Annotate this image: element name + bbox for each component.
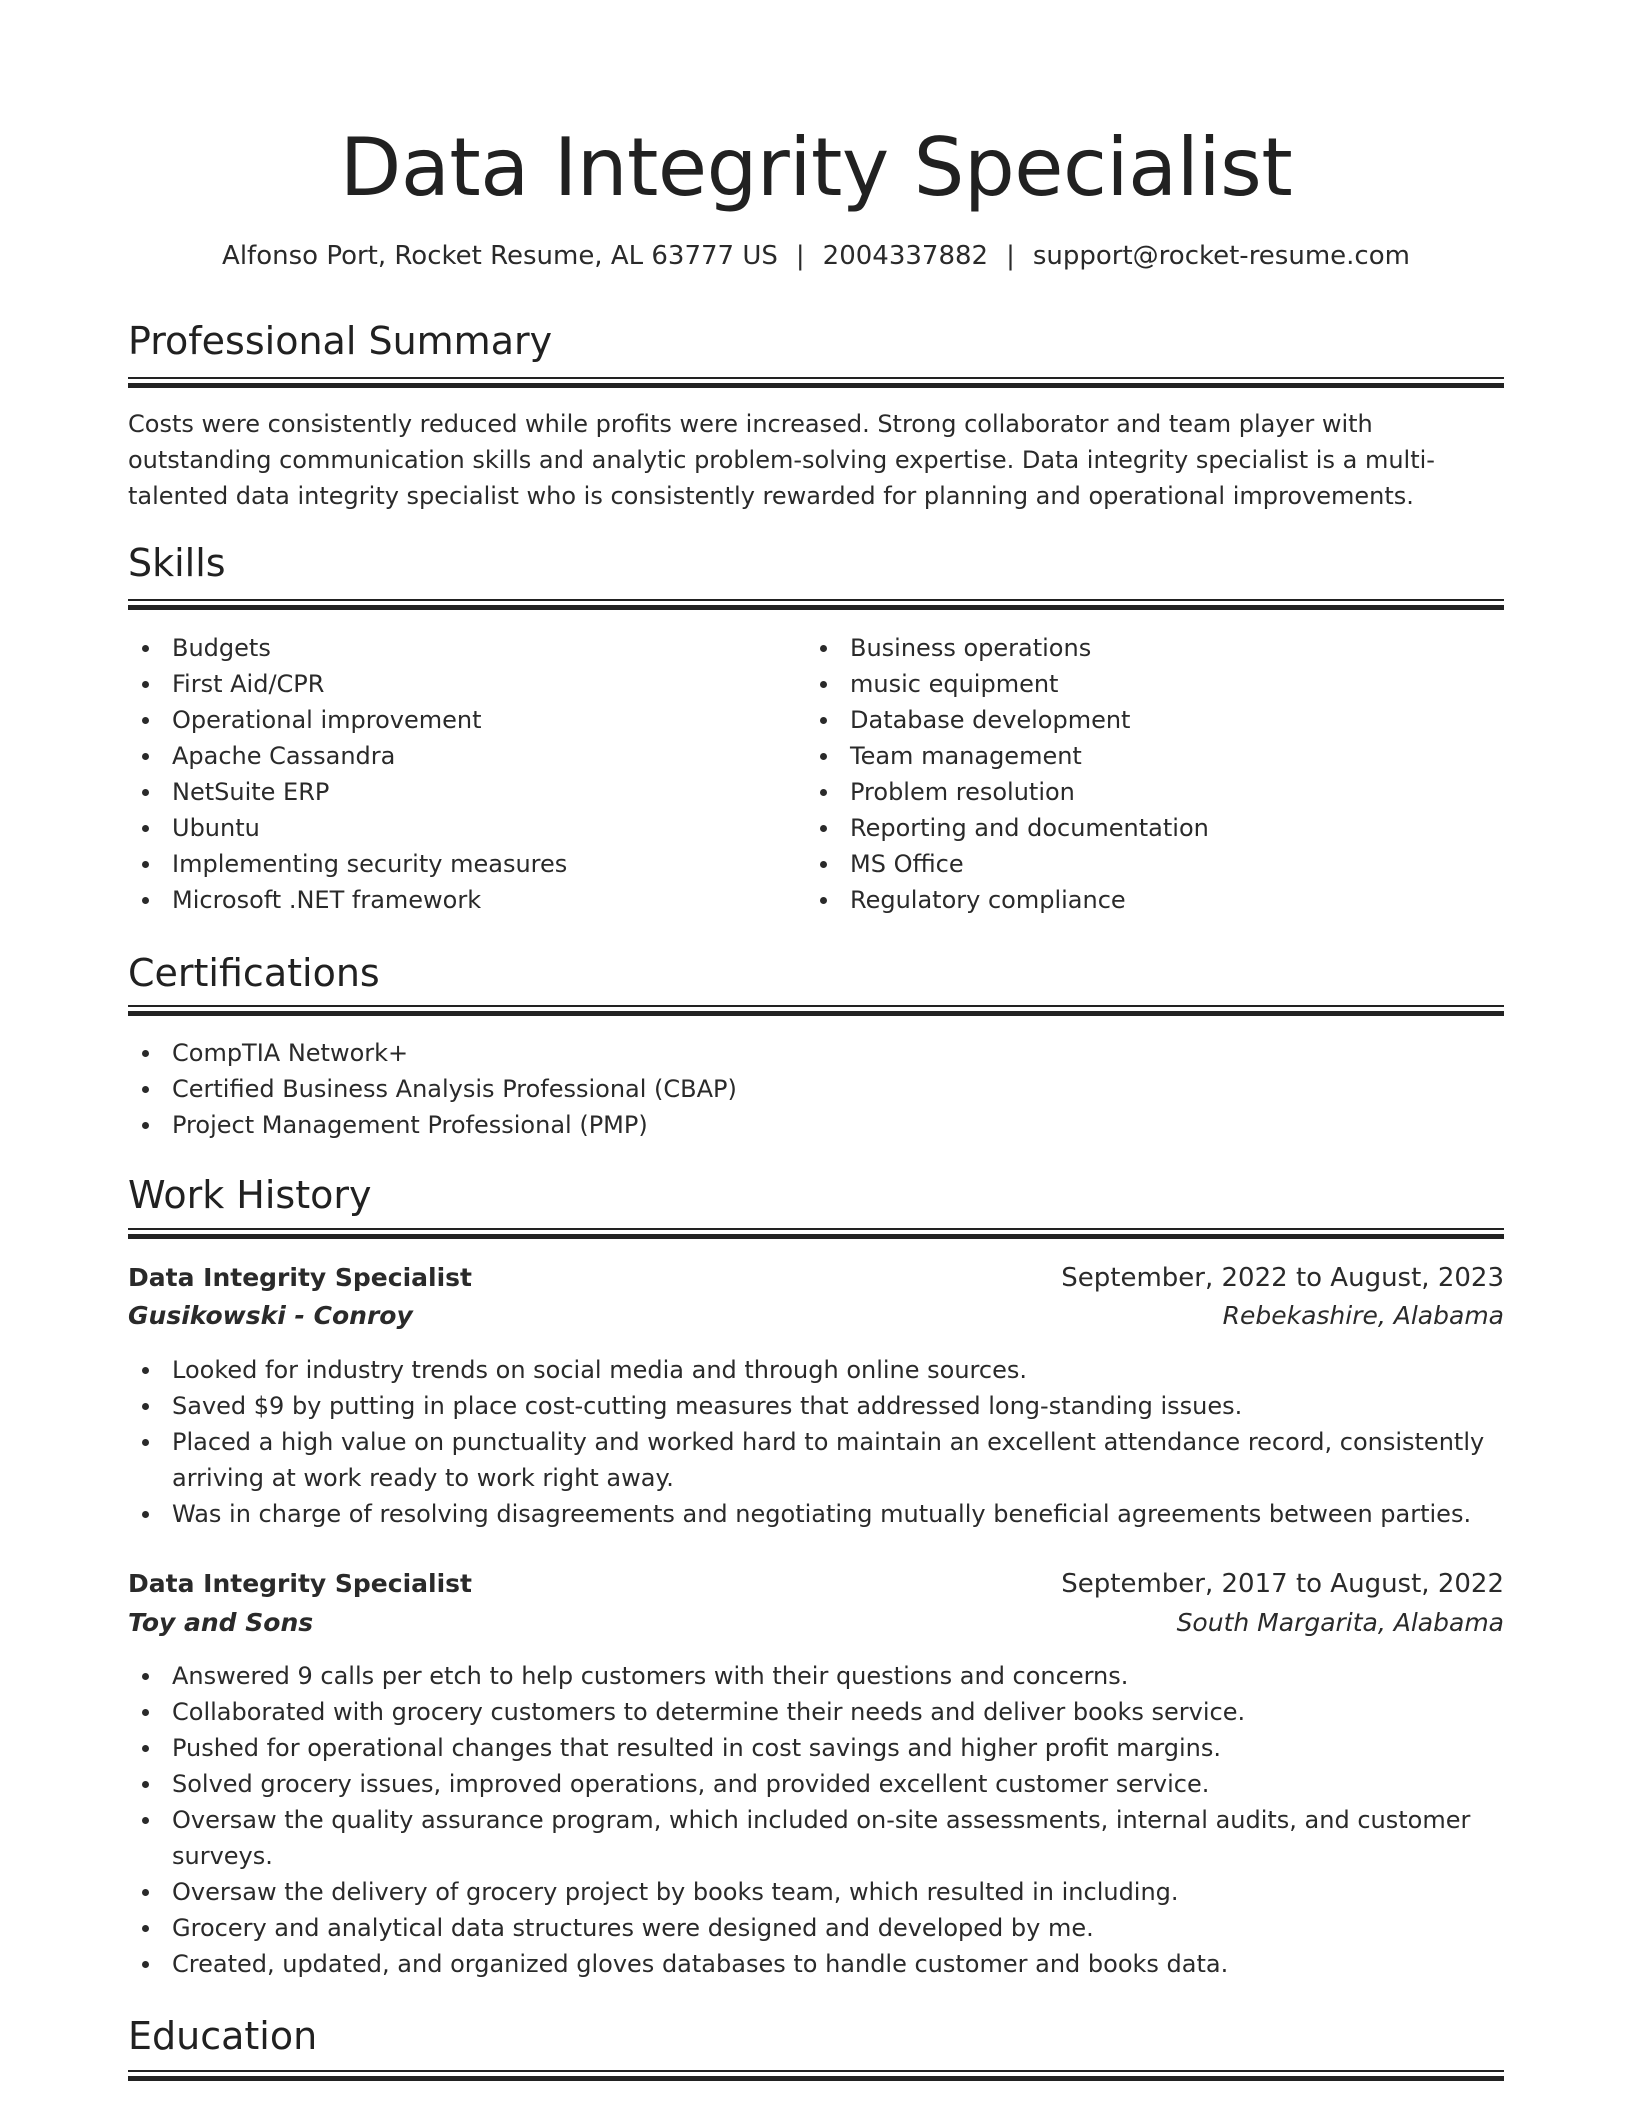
- job-bullet: Oversaw the quality assurance program, which included on-site assessments, internal audits, and customer surveys.: [128, 1802, 1504, 1874]
- education-heading: Education: [128, 2014, 318, 2058]
- skill-item: Regulatory compliance: [806, 882, 1504, 918]
- contact-line: [128, 238, 1504, 274]
- contact-phone: 2004337882: [822, 241, 989, 271]
- skill-item: Ubuntu: [128, 810, 788, 846]
- job-bullet: Was in charge of resolving disagreements and negotiating mutually beneficial agreements between parties.: [128, 1496, 1504, 1532]
- skills-section-header: [128, 538, 1504, 588]
- job-dates: September, 2022 to August, 2023: [1061, 1263, 1504, 1293]
- job-bullet: Pushed for operational changes that resulted in cost savings and higher profit margins.: [128, 1730, 1504, 1766]
- job-title: Data Integrity Specialist: [128, 1263, 472, 1292]
- skill-item: Implementing security measures: [128, 846, 788, 882]
- education-section-header: [128, 2011, 1504, 2061]
- skill-item: First Aid/CPR: [128, 666, 788, 702]
- job-location: Rebekashire, Alabama: [1222, 1301, 1504, 1330]
- skill-item: MS Office: [806, 846, 1504, 882]
- skills-right-column: [806, 630, 1504, 918]
- skill-item: NetSuite ERP: [128, 774, 788, 810]
- job-bullet: Collaborated with grocery customers to determine their needs and deliver books service.: [128, 1694, 1504, 1730]
- job-bullets: [128, 1658, 1504, 1982]
- summary-text: Costs were consistently reduced while profits were increased. Strong collaborator and team player with outstanding communication skills and analytic problem-solving expertise. Data integrity specialist is a multi-talented data integrity specialist who is consistently rewarded for planning and operational improvements.: [128, 410, 1435, 510]
- skill-item: Apache Cassandra: [128, 738, 788, 774]
- certifications-heading: Certifications: [128, 951, 380, 995]
- job-bullet: Grocery and analytical data structures were designed and developed by me.: [128, 1910, 1504, 1946]
- skills-left-column: [128, 630, 788, 918]
- job-bullet: Oversaw the delivery of grocery project by books team, which resulted in including.: [128, 1874, 1504, 1910]
- skill-item: music equipment: [806, 666, 1504, 702]
- job-bullet: Saved $9 by putting in place cost-cutting measures that addressed long-standing issues.: [128, 1388, 1504, 1424]
- job-location: South Margarita, Alabama: [1176, 1608, 1504, 1637]
- skill-item: Microsoft .NET framework: [128, 882, 788, 918]
- certification-item: Certified Business Analysis Professional (CBAP): [128, 1071, 1504, 1107]
- certifications-divider: [128, 1005, 1504, 1016]
- work-divider: [128, 1228, 1504, 1239]
- work-heading: Work History: [128, 1173, 372, 1217]
- job-company: Gusikowski - Conroy: [128, 1301, 413, 1330]
- job-bullet: Solved grocery issues, improved operations, and provided excellent customer service.: [128, 1766, 1504, 1802]
- job-company: Toy and Sons: [128, 1608, 314, 1637]
- job-bullet: Placed a high value on punctuality and worked hard to maintain an excellent attendance record, consistently arriving at work ready to work right away.: [128, 1424, 1504, 1496]
- skill-item: Team management: [806, 738, 1504, 774]
- certifications-section-header: [128, 948, 1504, 998]
- education-divider: [128, 2070, 1504, 2081]
- skill-item: Budgets: [128, 630, 788, 666]
- skill-item: Problem resolution: [806, 774, 1504, 810]
- certification-item: CompTIA Network+: [128, 1035, 1504, 1071]
- contact-separator: |: [795, 241, 805, 271]
- certification-item: Project Management Professional (PMP): [128, 1107, 1504, 1143]
- job-bullet: Answered 9 calls per etch to help customers with their questions and concerns.: [128, 1658, 1504, 1694]
- contact-separator: |: [1006, 241, 1015, 271]
- job-bullets: [128, 1352, 1504, 1532]
- job-subheader: [128, 1604, 1504, 1642]
- job-bullet: Created, updated, and organized gloves databases to handle customer and books data.: [128, 1946, 1504, 1982]
- skill-item: Business operations: [806, 630, 1504, 666]
- job-header: [128, 1565, 1504, 1603]
- certifications-list: [128, 1035, 1504, 1143]
- summary-divider: [128, 377, 1504, 388]
- job-bullet: Looked for industry trends on social media and through online sources.: [128, 1352, 1504, 1388]
- work-section-header: [128, 1170, 1504, 1220]
- job-dates: September, 2017 to August, 2022: [1061, 1569, 1504, 1599]
- job-header: [128, 1259, 1504, 1297]
- summary-heading: Professional Summary: [128, 319, 553, 363]
- summary-section-header: [128, 316, 1504, 366]
- skill-item: Reporting and documentation: [806, 810, 1504, 846]
- contact-address: Alfonso Port, Rocket Resume, AL 63777 US: [222, 241, 778, 271]
- skill-item: Operational improvement: [128, 702, 788, 738]
- resume-title: Data Integrity Specialist: [339, 121, 1293, 214]
- job-title: Data Integrity Specialist: [128, 1569, 472, 1598]
- skills-divider: [128, 599, 1504, 610]
- contact-email[interactable]: support@rocket-resume.com: [1032, 241, 1410, 271]
- job-subheader: [128, 1297, 1504, 1335]
- skill-item: Database development: [806, 702, 1504, 738]
- skills-heading: Skills: [128, 541, 226, 585]
